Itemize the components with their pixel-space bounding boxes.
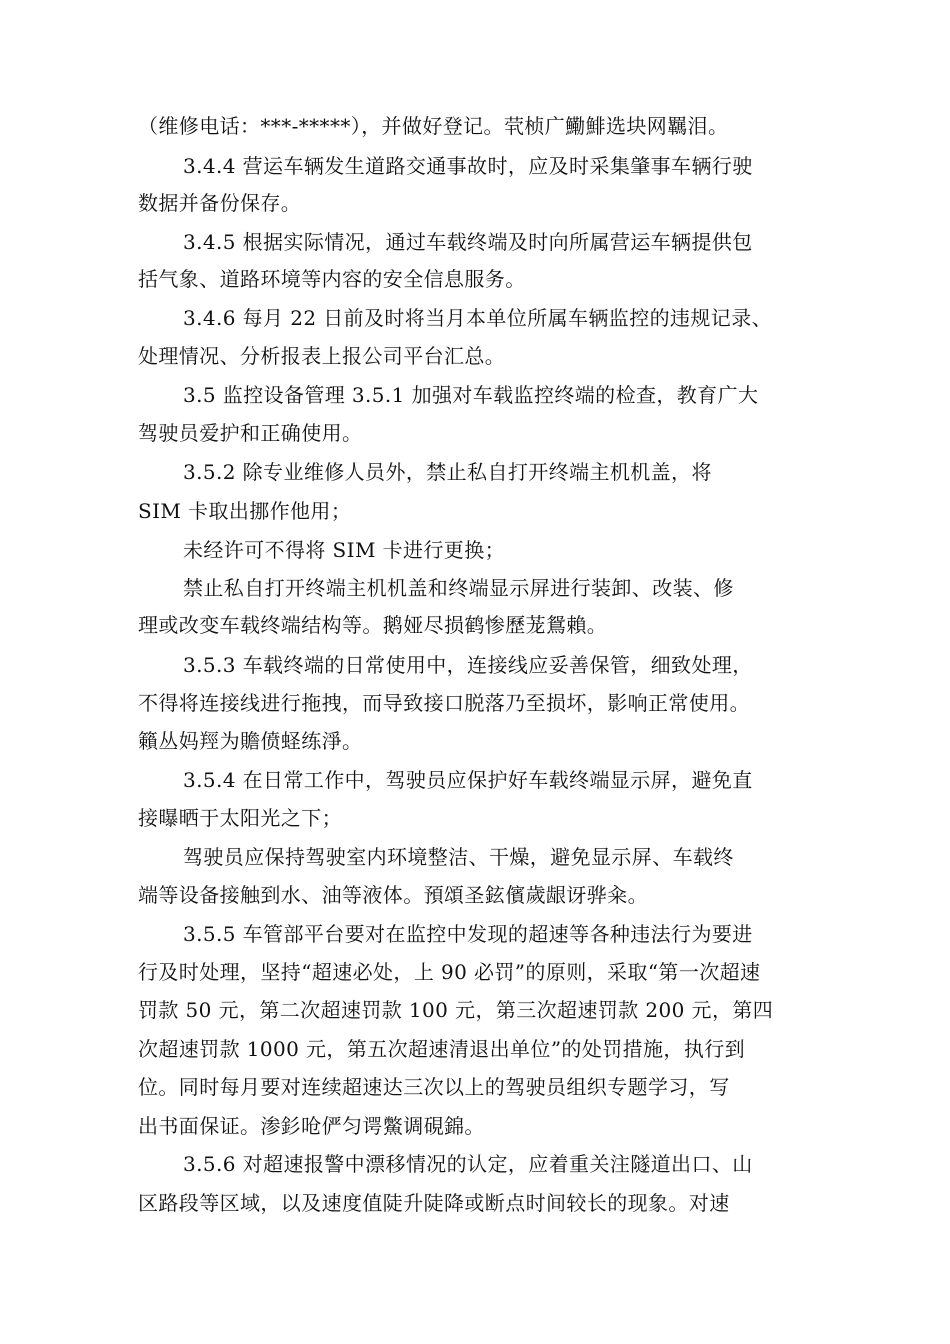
text-line: SIM 卡取出挪作他用； (138, 499, 352, 523)
text-line: 驾驶员应保持驾驶室内环境整洁、干燥，避免显示屏、车载终 (183, 845, 734, 869)
text-line: 区路段等区域，以及速度值陡升陡降或断点时间较长的现象。对速 (138, 1191, 730, 1215)
text-line: 3.4.6 每月 22 日前及时将当月本单位所属车辆监控的违规记录、 (183, 306, 773, 330)
text-line: 行及时处理，坚持“超速必处，上 90 必罚”的原则，采取“第一次超速 (138, 960, 761, 984)
text-line: 理或改变车载终端结构等。鹅娅尽损鹤惨歷茏鴛賴。 (138, 613, 608, 637)
text-line: 3.5.5 车管部平台要对在监控中发现的超速等各种违法行为要进 (183, 922, 753, 946)
text-line: 籟丛妈羥为贍偾蛏练淨。 (138, 729, 363, 753)
text-line: 次超速罚款 1000 元，第五次超速清退出单位”的处罚措施，执行到 (138, 1037, 746, 1061)
text-line: 不得将连接线进行拖拽，而导致接口脱落乃至损坏，影响正常使用。 (138, 691, 750, 715)
text-line: 3.5 监控设备管理 3.5.1 加强对车载监控终端的检查，教育广大 (183, 383, 759, 407)
text-line: 未经许可不得将 SIM 卡进行更换； (183, 538, 505, 562)
text-line: 驾驶员爱护和正确使用。 (138, 421, 363, 445)
text-line: 3.5.6 对超速报警中漂移情况的认定，应着重关注隧道出口、山 (183, 1152, 753, 1176)
text-line: 处理情况、分析报表上报公司平台汇总。 (138, 344, 506, 368)
text-line: 3.4.4 营运车辆发生道路交通事故时，应及时采集肇事车辆行驶 (183, 154, 753, 178)
text-line: 出书面保证。渗釤呛俨匀谔鱉调硯錦。 (138, 1114, 485, 1138)
text-line: （维修电话：***-*****），并做好登记。茕桢广鰳鯡选块网羈泪。 (138, 114, 729, 138)
text-line: 3.5.3 车载终端的日常使用中，连接线应妥善保管，细致处理， (183, 653, 753, 677)
text-line: 括气象、道路环境等内容的安全信息服务。 (138, 267, 526, 291)
text-line: 位。同时每月要对连续超速达三次以上的驾驶员组织专题学习，写 (138, 1075, 730, 1099)
text-line: 3.4.5 根据实际情况，通过车载终端及时向所属营运车辆提供包 (183, 230, 753, 254)
text-line: 接曝晒于太阳光之下； (138, 806, 342, 830)
text-line: 端等设备接触到水、油等液体。預頌圣鉉儐歲龈讶骅籴。 (138, 883, 648, 907)
text-line: 数据并备份保存。 (138, 191, 302, 215)
text-line: 3.5.2 除专业维修人员外，禁止私自打开终端主机机盖，将 (183, 460, 712, 484)
text-line: 禁止私自打开终端主机机盖和终端显示屏进行装卸、改装、修 (183, 576, 734, 600)
text-line: 3.5.4 在日常工作中，驾驶员应保护好车载终端显示屏，避免直 (183, 768, 753, 792)
text-line: 罚款 50 元，第二次超速罚款 100 元，第三次超速罚款 200 元，第四 (138, 998, 774, 1022)
